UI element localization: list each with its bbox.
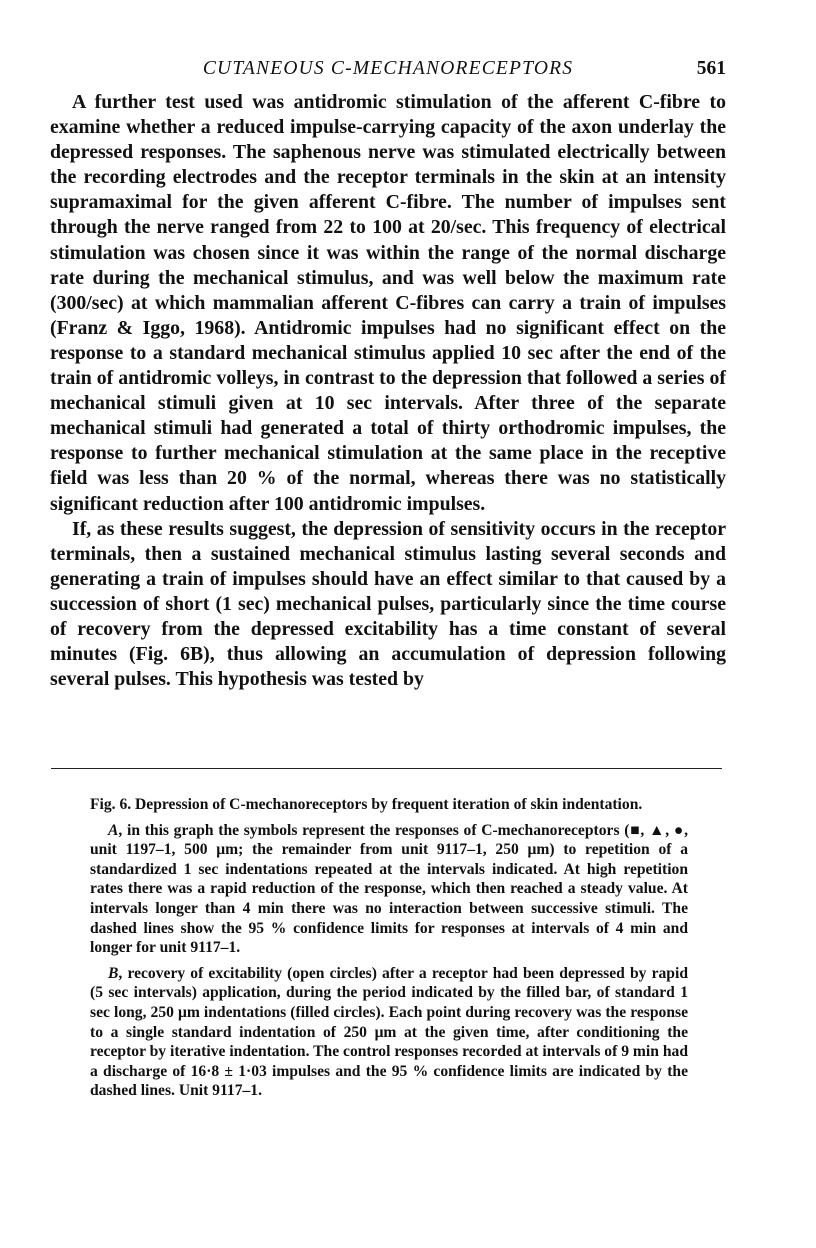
caption-part-a-text: , in this graph the symbols represent the responses of C-mechanoreceptors (■, ▲, ●, unit 1197–1, 500 μm; the remainder from unit 9117–1, 250 μm) to repetition of a standardized 1 sec indentations repeated at the intervals indicated. At high repetition rates there was a rapid reduction of the response, which then reached a steady value. At intervals longer than 4 min there was no interaction between successive stimuli. The dashed lines show the 95 % confidence limits for responses at intervals of 4 min and longer for unit 9117–1.	[90, 821, 688, 957]
page-number: 561	[696, 58, 726, 79]
caption-part-b	[90, 964, 688, 1101]
figure-caption	[90, 795, 688, 1107]
body-paragraph: A further test used was antidromic stimulation of the afferent C-fibre to examine whether a reduced impulse-carrying capacity of the axon underlay the depressed responses. The saphenous nerve was stimulated electrically between the recording electrodes and the receptor terminals in the skin at an intensity supramaximal for the given afferent C-fibre. The number of impulses sent through the nerve ranged from 22 to 100 at 20/sec. This frequency of electrical stimulation was chosen since it was within the range of the normal discharge rate during the mechanical stimulus, and was well below the maximum rate (300/sec) at which mammalian afferent C-fibres can carry a train of impulses (Franz & Iggo, 1968). Antidromic impulses had no significant effect on the response to a standard mechanical stimulus applied 10 sec after the end of the train of antidromic volleys, in contrast to the depression that followed a series of mechanical stimuli given at 10 sec intervals. After three of the separate mechanical stimuli had generated a total of thirty orthodromic impulses, the response to further mechanical stimulation at the same place in the receptive field was less than 20 % of the normal, whereas there was no statistically significant reduction after 100 antidromic impulses.	[50, 91, 726, 515]
caption-part-a-label: A	[108, 821, 119, 839]
caption-part-b-text: , recovery of excitability (open circles) after a receptor had been depressed by rapid (5 sec intervals) application, during the period indicated by the filled bar, of standard 1 sec long, 250 μm indentations (filled circles). Each point during recovery was the response to a single standard indentation of 250 μm at the given time, after conditioning the receptor by iterative indentation. The control responses recorded at intervals of 9 min had a discharge of 16·8 ± 1·03 impulses and the 95 % confidence limits are indicated by the dashed lines. Unit 9117–1.	[90, 964, 688, 1100]
main-text	[50, 90, 726, 692]
running-title: CUTANEOUS C-MECHANORECEPTORS	[202, 58, 574, 79]
footnote-divider	[51, 768, 722, 769]
caption-part-a	[90, 821, 688, 958]
caption-part-b-label: B	[108, 964, 119, 982]
caption-title: Fig. 6. Depression of C-mechanoreceptors by frequent iteration of skin indentation.	[90, 796, 643, 813]
body-paragraph: If, as these results suggest, the depression of sensitivity occurs in the receptor terminals, then a sustained mechanical stimulus lasting several seconds and generating a train of impulses should have an effect similar to that caused by a succession of short (1 sec) mechanical pulses, particularly since the time course of recovery from the depressed excitability has a time constant of several minutes (Fig. 6B), thus allowing an accumulation of depression following several pulses. This hypothesis was tested by	[50, 517, 726, 691]
page-header	[50, 58, 726, 86]
